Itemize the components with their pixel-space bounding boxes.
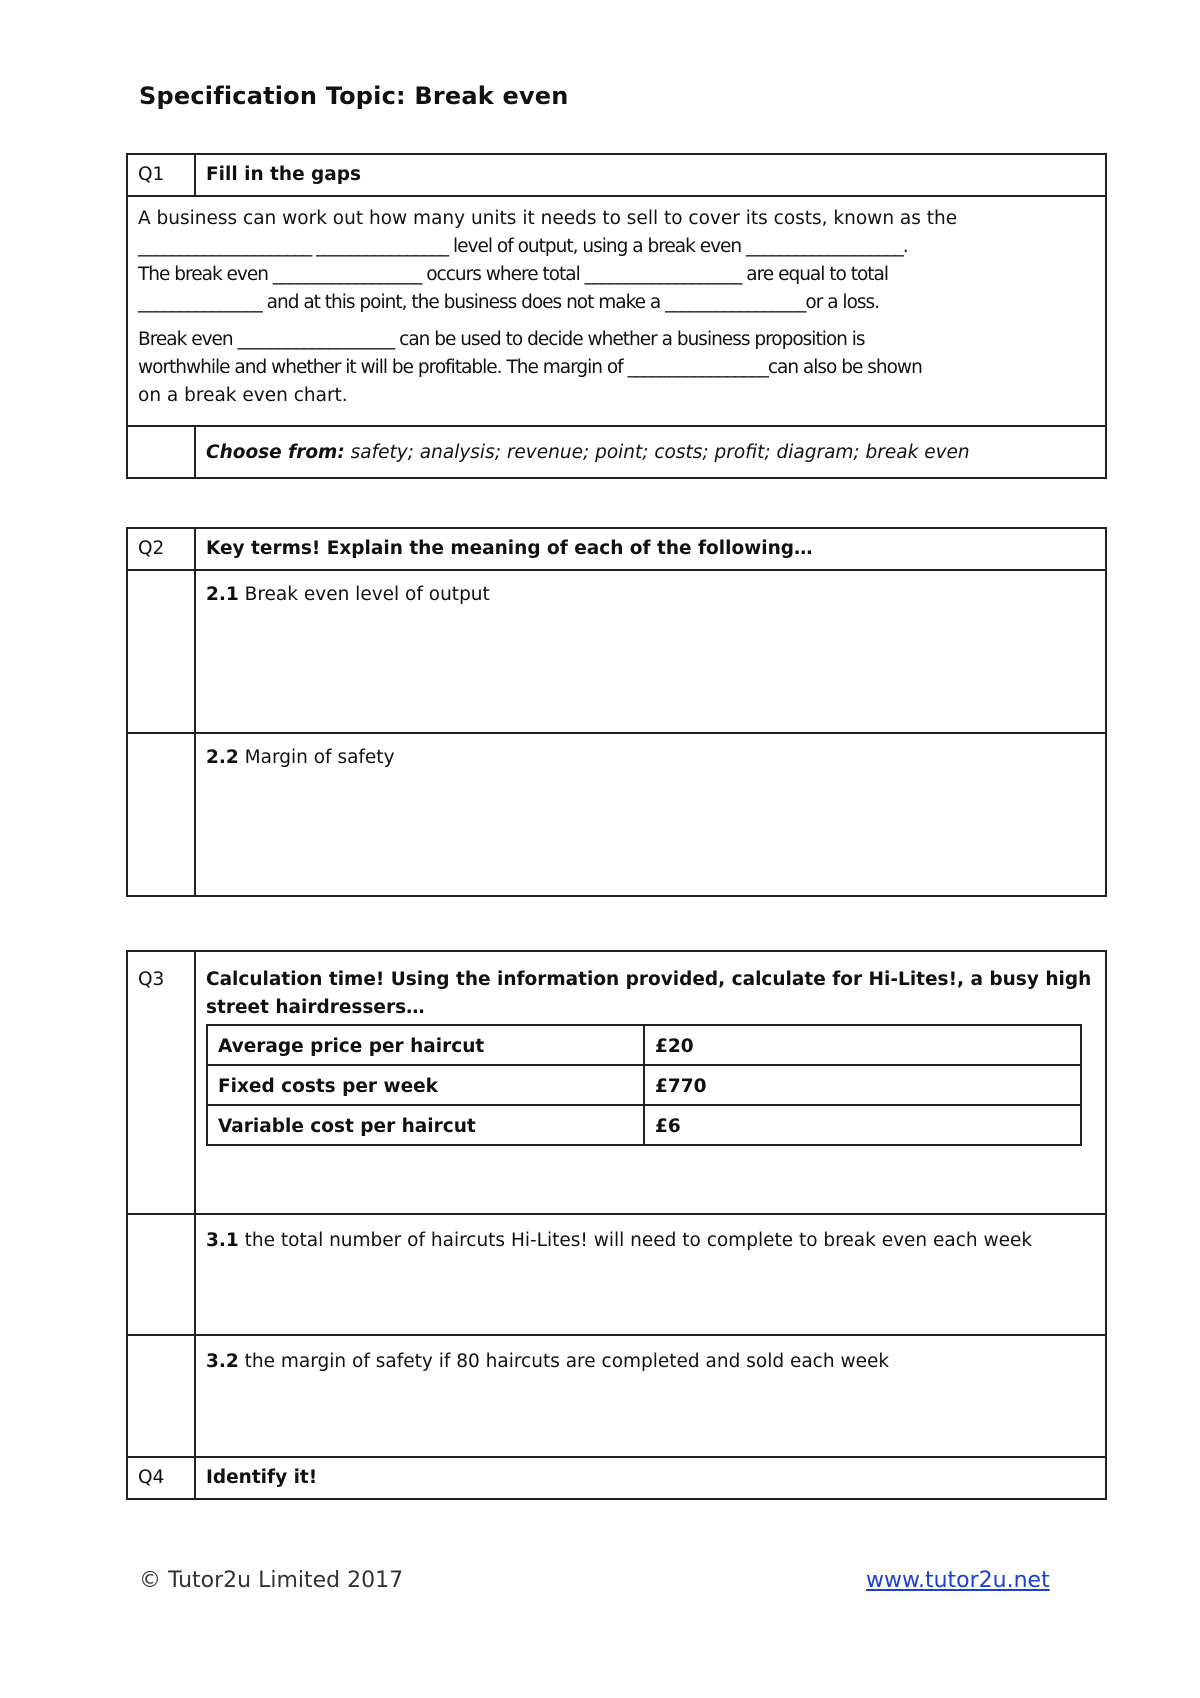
q2-1-answer-box[interactable]	[195, 570, 1106, 733]
q2-2-blank-cell	[127, 733, 195, 896]
q1-word-bank	[195, 426, 1106, 478]
q3-number: Q3	[127, 951, 195, 1214]
info-label: Average price per haircut	[207, 1025, 644, 1065]
q2-1-number: 2.1	[206, 584, 239, 605]
info-row	[207, 1105, 1081, 1145]
q1-choose-words: safety; analysis; revenue; point; costs; profit; diagram; break even	[344, 442, 970, 463]
q1-choose-label: Choose from:	[206, 442, 345, 463]
info-value: £20	[644, 1025, 1081, 1065]
q3-1-number: 3.1	[206, 1230, 239, 1251]
q1-gap-text	[127, 196, 1106, 426]
q3-1-blank-cell	[127, 1214, 195, 1335]
q3-table	[126, 950, 1107, 1500]
q1-para1-line4: _______________ and at this point, the business does not make a _________________or a loss.	[138, 292, 880, 313]
info-value: £770	[644, 1065, 1081, 1105]
footer-copyright: © Tutor2u Limited 2017	[139, 1568, 404, 1593]
footer-link[interactable]: www.tutor2u.net	[866, 1568, 1050, 1593]
q1-para1-line2: _____________________ ________________ level of output, using a break even ___________________.	[138, 236, 908, 257]
info-label: Fixed costs per week	[207, 1065, 644, 1105]
q4-heading: Identify it!	[195, 1457, 1106, 1499]
q2-table	[126, 527, 1107, 897]
q3-1-text: the total number of haircuts Hi-Lites! will need to complete to break even each week	[238, 1230, 1033, 1251]
q3-1-answer-box[interactable]	[195, 1214, 1106, 1335]
q3-intro-cell	[195, 951, 1106, 1214]
q2-2-answer-box[interactable]	[195, 733, 1106, 896]
q4-number: Q4	[127, 1457, 195, 1499]
info-value: £6	[644, 1105, 1081, 1145]
q3-2-number: 3.2	[206, 1351, 239, 1372]
q3-2-answer-box[interactable]	[195, 1335, 1106, 1457]
q2-2-text: Margin of safety	[238, 747, 395, 768]
info-row	[207, 1065, 1081, 1105]
q1-number: Q1	[127, 154, 195, 196]
q2-heading: Key terms! Explain the meaning of each of the following…	[195, 528, 1106, 570]
q1-para2-line3: on a break even chart.	[138, 385, 348, 406]
q3-2-blank-cell	[127, 1335, 195, 1457]
info-row	[207, 1025, 1081, 1065]
q1-para1-line1: A business can work out how many units it needs to sell to cover its costs, known as the	[138, 208, 958, 229]
q1-heading: Fill in the gaps	[195, 154, 1106, 196]
q2-1-text: Break even level of output	[238, 584, 490, 605]
info-label: Variable cost per haircut	[207, 1105, 644, 1145]
q3-heading: Calculation time! Using the information provided, calculate for Hi-Lites!, a busy high street hairdressers…	[206, 969, 1092, 1018]
q2-1-blank-cell	[127, 570, 195, 733]
q2-2-number: 2.2	[206, 747, 239, 768]
q1-para2-line1: Break even ___________________ can be used to decide whether a business proposition is	[138, 329, 865, 350]
q1-para2-line2: worthwhile and whether it will be profitable. The margin of _________________can also be shown	[138, 357, 922, 378]
q3-info-table	[206, 1024, 1082, 1146]
q1-para1-line3: The break even __________________ occurs where total ___________________ are equal to total	[138, 264, 889, 285]
q1-table	[126, 153, 1107, 479]
page-title: Specification Topic: Break even	[139, 82, 569, 110]
q2-number: Q2	[127, 528, 195, 570]
q3-2-text: the margin of safety if 80 haircuts are completed and sold each week	[238, 1351, 890, 1372]
q1-blank-cell	[127, 426, 195, 478]
